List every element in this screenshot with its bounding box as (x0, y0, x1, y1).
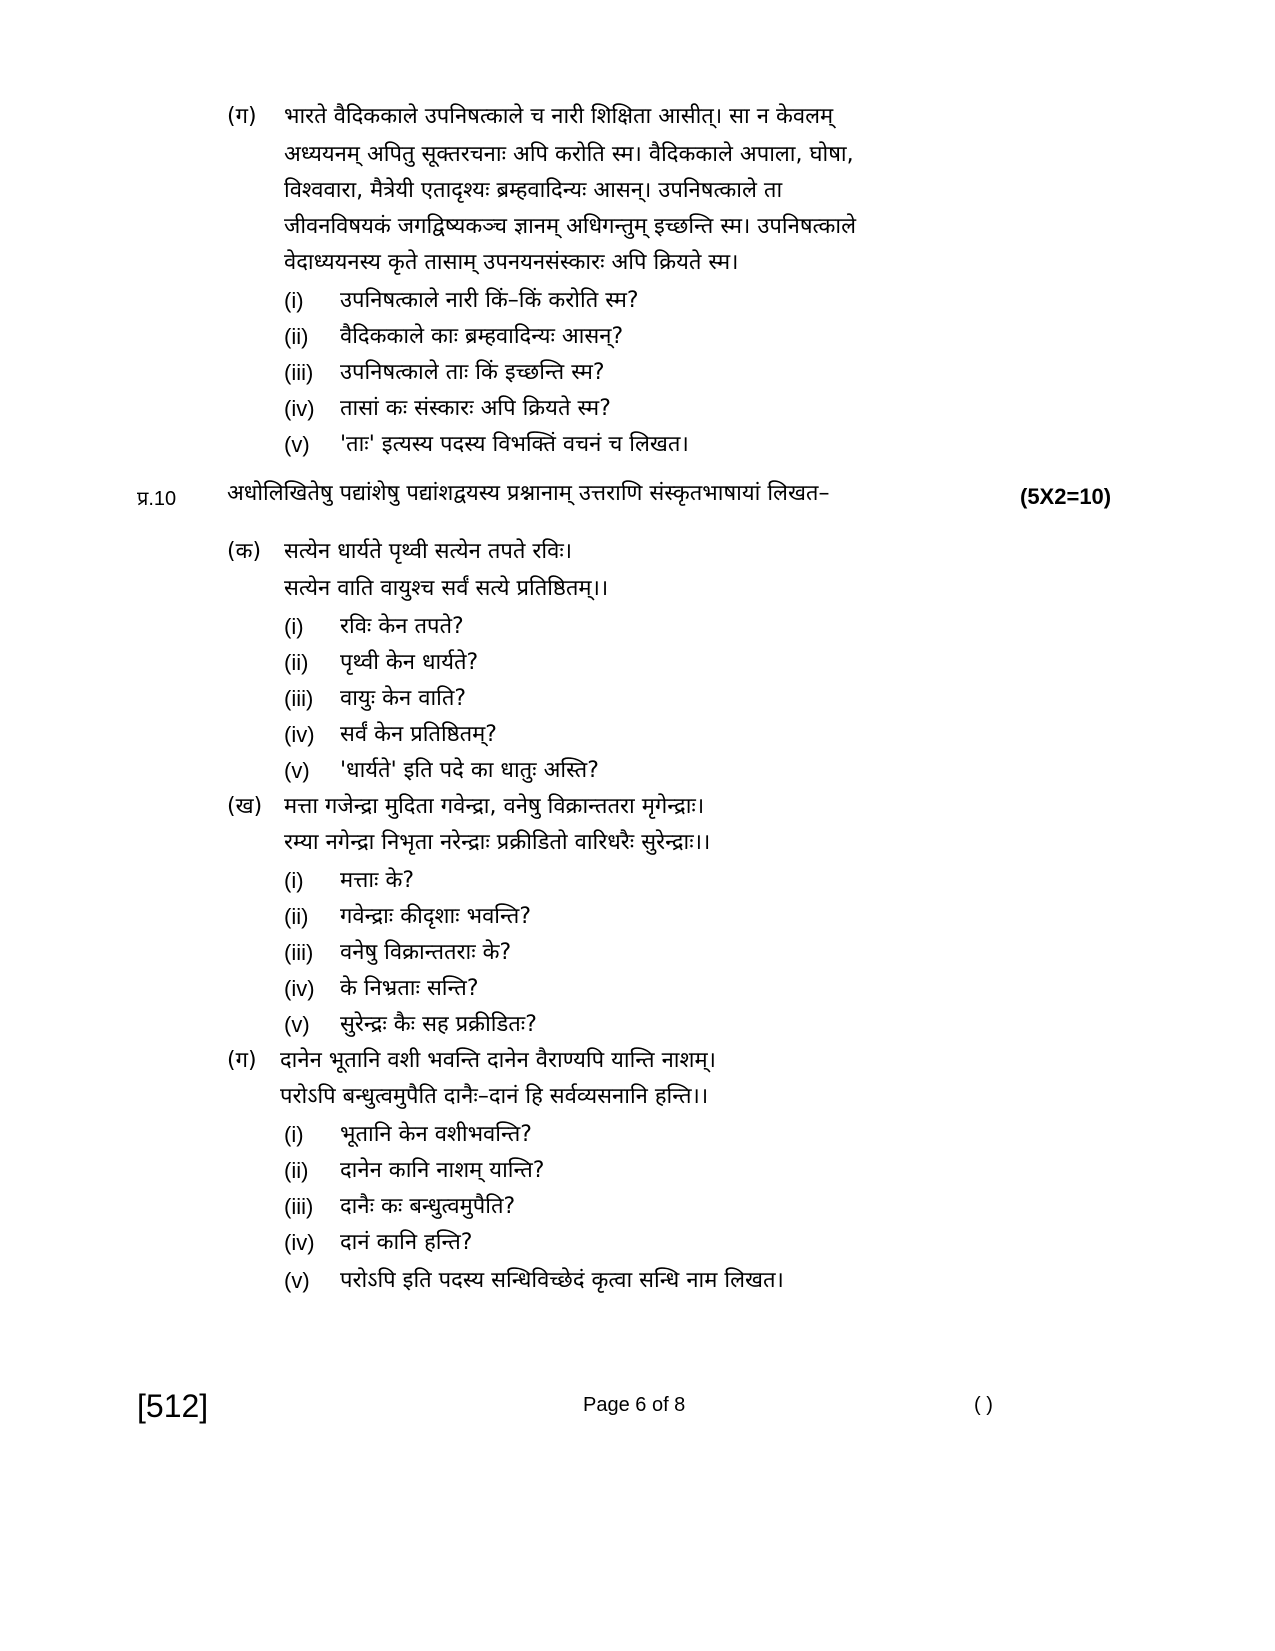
passage-line: जीवनविषयकं जगद्विष्यकञ्च ज्ञानम् अधिगन्तुम् इच्छन्ति स्म। उपनिषत्काले (284, 214, 857, 239)
question-number: (i) (284, 614, 304, 639)
question-text: भूतानि केन वशीभवन्ति? (340, 1122, 532, 1147)
verse-k-label: (क) (227, 539, 262, 564)
question-number: (i) (284, 288, 304, 313)
question-number: (ii) (284, 904, 309, 929)
question-number: (v) (284, 758, 310, 783)
verse-kh-label: (ख) (227, 794, 263, 819)
question-text: पृथ्वी केन धार्यते? (340, 650, 479, 675)
question-number: (iv) (284, 396, 315, 421)
verse-line: रम्या नगेन्द्रा निभृता नरेन्द्राः प्रक्रीडितो वारिधरैः सुरेन्द्राः।। (284, 830, 711, 855)
verse-line: सत्येन वाति वायुश्च सर्वं सत्ये प्रतिष्ठितम्।। (284, 576, 609, 601)
question-number: (iii) (284, 686, 314, 711)
passage-line: विश्ववारा, मैत्रेयी एतादृश्यः ब्रम्हवादिन्यः आसन्। उपनिषत्काले ता (284, 178, 783, 203)
verse-line: दानेन भूतानि वशी भवन्ति दानेन वैराण्यपि यान्ति नाशम्। (280, 1048, 716, 1073)
question-number: (v) (284, 1012, 310, 1037)
question-number: (i) (284, 868, 304, 893)
question-text: उपनिषत्काले ताः किं इच्छन्ति स्म? (340, 360, 605, 385)
question-text: वैदिककाले काः ब्रम्हवादिन्यः आसन्? (340, 324, 624, 349)
question-text: 'ताः' इत्यस्य पदस्य विभक्तिं वचनं च लिखत। (340, 432, 689, 457)
question-text: परोऽपि इति पदस्य सन्धिविच्छेदं कृत्वा सन्धि नाम लिखत। (340, 1268, 784, 1293)
question-text: वनेषु विक्रान्ततराः के? (340, 940, 512, 965)
passage-line: भारते वैदिककाले उपनिषत्काले च नारी शिक्षिता आसीत्। सा न केवलम् (284, 104, 834, 129)
paper-code: [512] (137, 1388, 209, 1424)
question-text: 'धार्यते' इति पदे का धातुः अस्ति? (340, 758, 599, 783)
question-text: दानेन कानि नाशम् यान्ति? (340, 1158, 545, 1183)
question-text: सर्वं केन प्रतिष्ठितम्? (340, 722, 497, 747)
verse-line: परोऽपि बन्धुत्वमुपैति दानैः–दानं हि सर्वव्यसनानि हन्ति।। (280, 1084, 709, 1109)
question-10-instruction: अधोलिखितेषु पद्यांशेषु पद्यांशद्वयस्य प्रश्नानाम् उत्तराणि संस्कृतभाषायां लिखत– (227, 481, 830, 506)
question-text: वायुः केन वाति? (340, 686, 467, 711)
question-text: मत्ताः के? (340, 868, 415, 893)
question-number: (v) (284, 432, 310, 457)
question-10-marks: (5X2=10) (1020, 484, 1112, 509)
verse-g-label: (ग) (227, 1048, 257, 1073)
question-number: (iii) (284, 1194, 314, 1219)
question-text: के निभ्रताः सन्ति? (340, 976, 479, 1001)
question-text: तासां कः संस्कारः अपि क्रियते स्म? (340, 396, 611, 421)
question-text: रविः केन तपते? (340, 614, 464, 639)
question-number: (iv) (284, 1230, 315, 1255)
question-text: उपनिषत्काले नारी किं–किं करोति स्म? (340, 288, 639, 313)
question-number: (iii) (284, 940, 314, 965)
question-number: (ii) (284, 650, 309, 675)
passage-line: अध्ययनम् अपितु सूक्तरचनाः अपि करोति स्म। वैदिककाले अपाला, घोषा, (284, 142, 854, 167)
question-number: (v) (284, 1268, 310, 1293)
question-10-number: प्र.10 (137, 488, 177, 510)
verse-line: सत्येन धार्यते पृथ्वी सत्येन तपते रविः। (284, 539, 573, 564)
question-number: (iv) (284, 722, 315, 747)
question-text: सुरेन्द्रः कैः सह प्रक्रीडितः? (340, 1012, 537, 1037)
question-number: (iii) (284, 360, 314, 385)
question-number: (iv) (284, 976, 315, 1001)
question-number: (i) (284, 1122, 304, 1147)
question-text: दानं कानि हन्ति? (340, 1230, 473, 1255)
passage-g-label: (ग) (227, 104, 257, 129)
question-text: दानैः कः बन्धुत्वमुपैति? (340, 1194, 516, 1219)
page-number: Page 6 of 8 (583, 1394, 686, 1416)
footer-parenthesis: ( ) (974, 1394, 993, 1416)
question-number: (ii) (284, 1158, 309, 1183)
question-number: (ii) (284, 324, 309, 349)
question-text: गवेन्द्राः कीदृशाः भवन्ति? (340, 904, 531, 929)
passage-line: वेदाध्ययनस्य कृते तासाम् उपनयनसंस्कारः अपि क्रियते स्म। (284, 250, 739, 275)
verse-line: मत्ता गजेन्द्रा मुदिता गवेन्द्रा, वनेषु विक्रान्ततरा मृगेन्द्राः। (284, 794, 705, 819)
